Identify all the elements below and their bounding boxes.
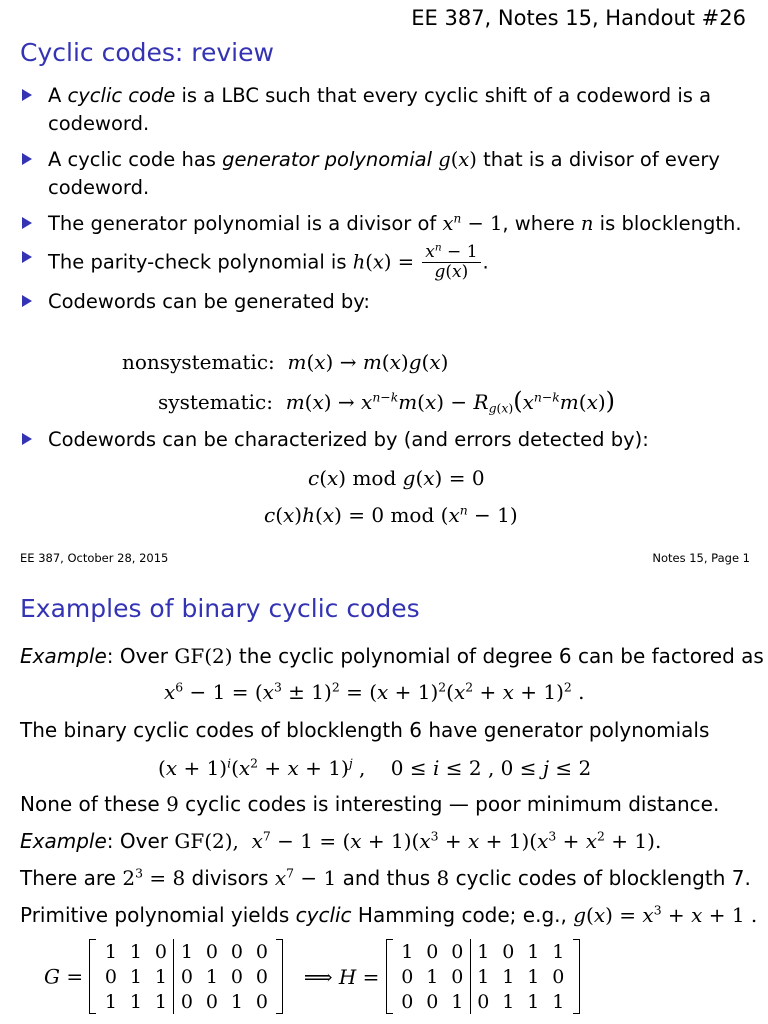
bullet-triangle-icon (22, 433, 32, 445)
bullet-codewords-characterized: Codewords can be characterized by (and errors detected by): (20, 426, 768, 454)
slide-title-examples: Examples of binary cyclic codes (20, 594, 420, 623)
bullet-codewords-generated: Codewords can be generated by: (20, 288, 755, 316)
paragraph-generator-polynomials: The binary cyclic codes of blocklength 6 have generator polynomials (20, 718, 710, 742)
paragraph-divisors-count: There are $2^3 = 8$ divisors $x^7 - 1$ and thus 8 cyclic codes of blocklength 7. (20, 865, 751, 890)
paragraph-none-interesting: None of these 9 cyclic codes is interesting — poor minimum distance. (20, 792, 720, 816)
footer-date: EE 387, October 28, 2015 (20, 551, 169, 565)
term-cyclic: cyclic (295, 903, 352, 927)
term-cyclic-code: cyclic code (67, 84, 176, 107)
example-paragraph-2: Example: Over GF(2), $x^7 - 1 = (x + 1)(x^3 + x + 1)(x^3 + x^2 + 1)$. (20, 828, 662, 853)
parity-check-matrix-H: 1 0 0 1 0 1 1 0 1 0 1 1 1 0 0 0 1 0 1 1 1 (386, 939, 580, 1014)
bullet-triangle-icon (22, 295, 32, 307)
bullet-triangle-icon (22, 217, 32, 229)
equation-generator-family: $(x + 1)^i(x^2 + x + 1)^j$ , 0 ≤ i ≤ 2 , 0 ≤ j ≤ 2 (158, 755, 592, 780)
slide-title-cyclic-codes-review: Cyclic codes: review (20, 38, 274, 67)
bullet-generator-polynomial: A cyclic code has generator polynomial g(x) that is a divisor of every codeword. (20, 146, 755, 202)
equation-systematic: systematic: $m(x) \to x^{n-k}m(x) - R_{g(x)}(x^{n-k}m(x))$ (158, 387, 616, 416)
bullet-divisor: The generator polynomial is a divisor of $x^n - 1$, where n is blocklength. (20, 210, 755, 238)
page-header: EE 387, Notes 15, Handout #26 (411, 6, 746, 30)
bullet-parity-check: The parity-check polynomial is h(x) = $\frac{x^n - 1}{g(x)}$ . (20, 244, 755, 282)
bullet-triangle-icon (22, 89, 32, 101)
example-label: Example (20, 644, 107, 668)
bullet-cyclic-code: A cyclic code is a LBC such that every cyclic shift of a codeword is a codeword. (20, 82, 755, 138)
equation-ch-zero: c(x)h(x) = 0 mod $(x^n - 1)$ (264, 502, 518, 527)
example-paragraph-1: Example: Over GF(2) the cyclic polynomial of degree 6 can be factored as (20, 644, 764, 668)
paragraph-hamming-code: Primitive polynomial yields cyclic Hamming code; e.g., $g(x) = x^3 + x + 1$ . (20, 902, 758, 927)
bullet-triangle-icon (22, 251, 32, 263)
generator-matrix-G: 1 1 0 1 0 0 0 0 1 1 0 1 0 0 1 1 1 0 0 1 0 (89, 939, 283, 1014)
example-label: Example (20, 829, 107, 853)
matrix-equation: G = 1 1 0 1 0 0 0 0 1 1 0 1 0 0 1 1 1 0 0 1 0 ⟹ H = 1 0 0 1 0 1 1 0 1 0 1 1 1 0 0 0 1 0 1 1 1 (44, 939, 580, 1014)
equation-x6-factorization: $x^6 - 1 = (x^3 \pm 1)^2 = (x + 1)^2(x^2 + x + 1)^2$ . (164, 679, 585, 704)
bullet-list (20, 82, 755, 316)
bullet-triangle-icon (22, 153, 32, 165)
equation-mod-g: c(x) mod g(x) = 0 (308, 466, 485, 490)
equation-nonsystematic: nonsystematic: m(x) → m(x)g(x) (122, 350, 449, 374)
term-generator-polynomial: generator polynomial (222, 148, 432, 171)
footer-page: Notes 15, Page 1 (652, 551, 750, 565)
